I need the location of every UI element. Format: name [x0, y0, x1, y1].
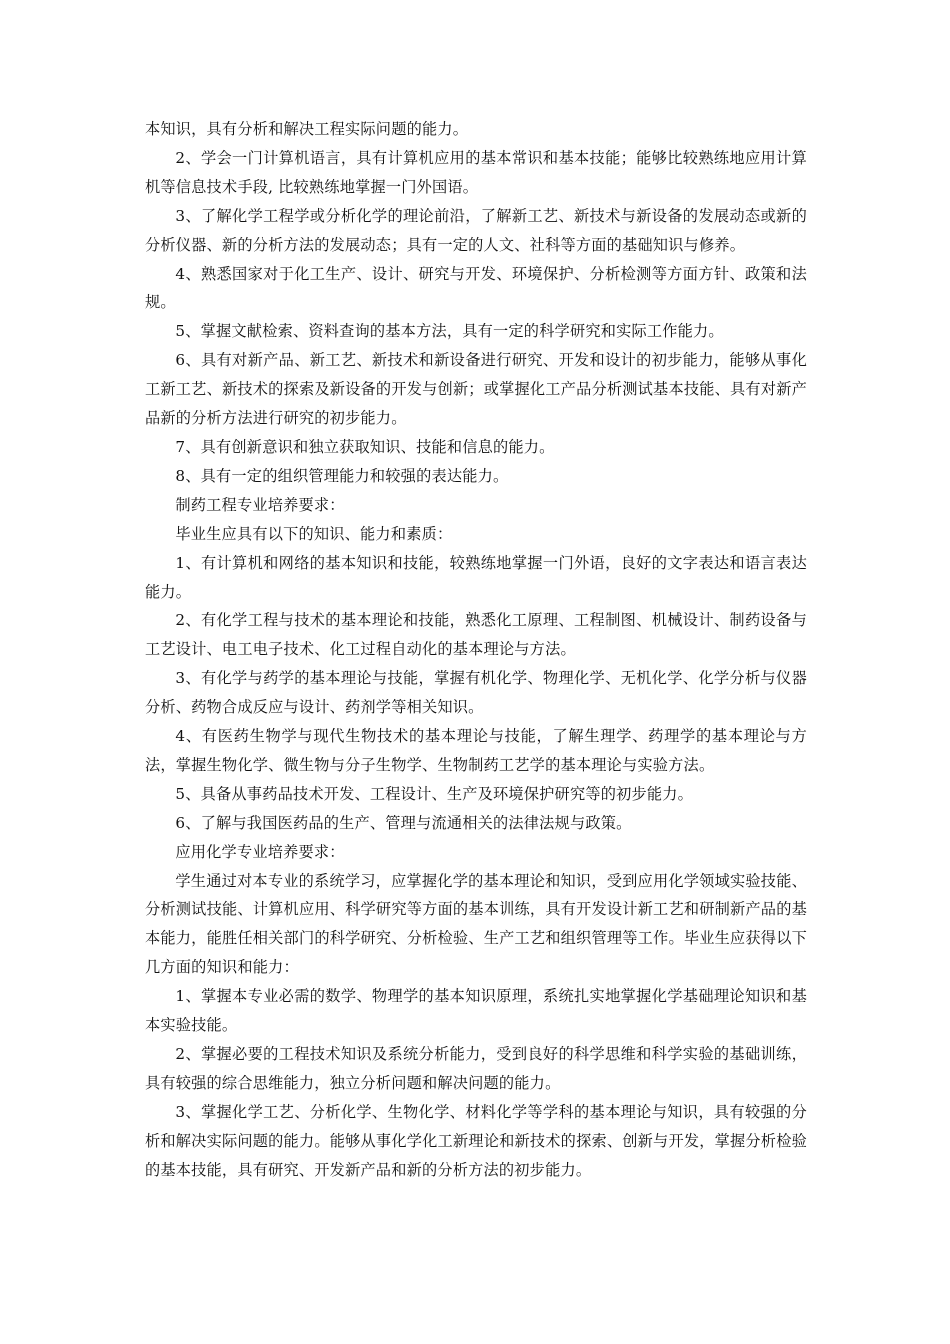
- section-intro-applied-chem: 学生通过对本专业的系统学习，应掌握化学的基本理论和知识，受到应用化学领域实验技能、分析测试技能、计算机应用、科学研究等方面的基本训练，具有开发设计新工艺和研制新产品的基本能力，能胜任相关部门的科学研究、分析检验、生产工艺和组织管理等工作。毕业生应获得以下几方面的知识和能力：: [145, 871, 807, 977]
- section-intro-pharma: 毕业生应具有以下的知识、能力和素质：: [175, 524, 453, 543]
- pharma-item-3: 3、有化学与药学的基本理论与技能，掌握有机化学、物理化学、无机化学、化学分析与仪器分析、药物合成反应与设计、药剂学等相关知识。: [145, 669, 807, 717]
- pharma-item-1: 1、有计算机和网络的基本知识和技能，较熟练地掌握一门外语，良好的文字表达和语言表达能力。: [145, 553, 807, 601]
- applied-chem-item-2: 2、掌握必要的工程技术知识及系统分析能力，受到良好的科学思维和科学实验的基础训练，具有较强的综合思维能力，独立分析问题和解决问题的能力。: [145, 1045, 807, 1092]
- paragraph-item-8: 8、具有一定的组织管理能力和较强的表达能力。: [175, 466, 509, 485]
- pharma-item-2: 2、有化学工程与技术的基本理论和技能，熟悉化工原理、工程制图、机械设计、制药设备与工艺设计、电工电子技术、化工过程自动化的基本理论与方法。: [145, 611, 807, 659]
- applied-chem-item-1: 1、掌握本专业必需的数学、物理学的基本知识原理，系统扎实地掌握化学基础理论知识和基本实验技能。: [145, 987, 807, 1035]
- paragraph-item-4: 4、熟悉国家对于化工生产、设计、研究与开发、环境保护、分析检测等方面方针、政策和法规。: [145, 264, 807, 312]
- paragraph-item-6: 6、具有对新产品、新工艺、新技术和新设备进行研究、开发和设计的初步能力，能够从事化工新工艺、新技术的探索及新设备的开发与创新；或掌握化工产品分析测试基本技能、具有对新产品新的分析方法进行研究的初步能力。: [145, 351, 807, 428]
- pharma-item-6: 6、了解与我国医药品的生产、管理与流通相关的法律法规与政策。: [175, 813, 632, 832]
- document-page: [145, 115, 807, 1185]
- pharma-item-4: 4、有医药生物学与现代生物技术的基本理论与技能，了解生理学、药理学的基本理论与方法，掌握生物化学、微生物与分子生物学、生物制药工艺学的基本理论与实验方法。: [145, 727, 807, 774]
- paragraph-continuation: 本知识，具有分析和解决工程实际问题的能力。: [145, 120, 469, 138]
- paragraph-item-7: 7、具有创新意识和独立获取知识、技能和信息的能力。: [175, 437, 555, 456]
- pharma-item-5: 5、具备从事药品技术开发、工程设计、生产及环境保护研究等的初步能力。: [175, 784, 694, 803]
- paragraph-item-2: 2、学会一门计算机语言，具有计算机应用的基本常识和基本技能；能够比较熟练地应用计算机等信息技术手段, 比较熟练地掌握一门外国语。: [145, 148, 807, 196]
- applied-chem-item-3: 3、掌握化学工艺、分析化学、生物化学、材料化学等学科的基本理论与知识，具有较强的分析和解决实际问题的能力。能够从事化学化工新理论和新技术的探索、创新与开发，掌握分析检验的基本技能，具有研究、开发新产品和新的分析方法的初步能力。: [145, 1102, 807, 1179]
- paragraph-item-3: 3、了解化学工程学或分析化学的理论前沿，了解新工艺、新技术与新设备的发展动态或新的分析仪器、新的分析方法的发展动态；具有一定的人文、社科等方面的基础知识与修养。: [145, 206, 807, 254]
- paragraph-item-5: 5、掌握文献检索、资料查询的基本方法，具有一定的科学研究和实际工作能力。: [175, 322, 724, 341]
- section-heading-pharma: 制药工程专业培养要求：: [175, 495, 345, 514]
- section-heading-applied-chem: 应用化学专业培养要求：: [175, 842, 345, 861]
